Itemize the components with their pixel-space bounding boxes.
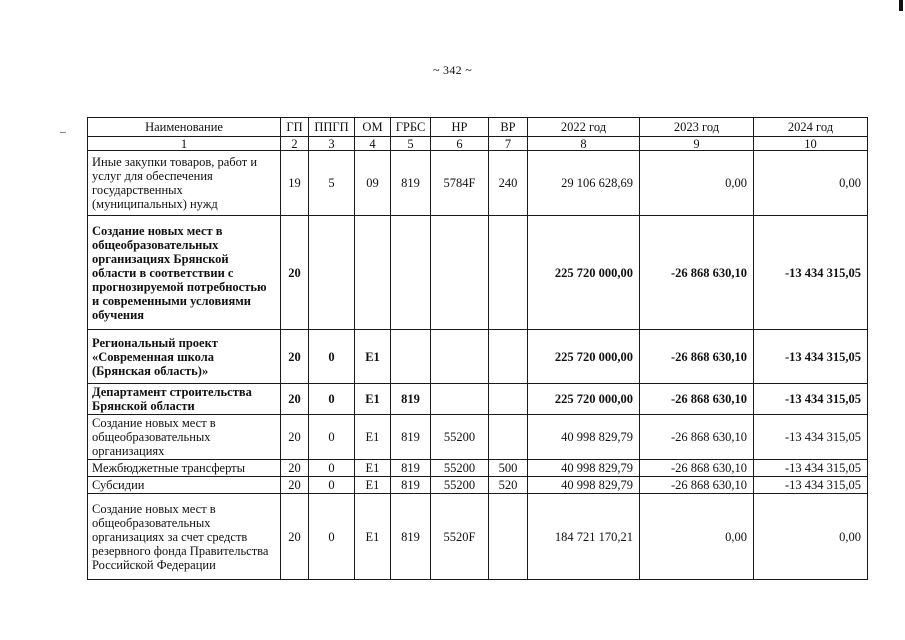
table-row [88,330,868,384]
margin-mark [60,132,66,133]
cell-2022: 184 721 170,21 [528,494,640,580]
cell-gp: 20 [281,330,309,384]
column-number: 2 [281,137,309,151]
cell-2022: 29 106 628,69 [528,151,640,216]
cell-vr [489,494,528,580]
cell-om: E1 [355,384,391,415]
cell-ppgp: 0 [309,494,355,580]
cell-nr: 5520F [431,494,489,580]
column-number: 9 [640,137,754,151]
row-name: Региональный проект «Современная школа (Брянская область)» [88,330,281,384]
column-number: 10 [754,137,868,151]
cell-nr: 55200 [431,477,489,494]
cell-grbs: 819 [391,415,431,460]
column-number: 6 [431,137,489,151]
table-row [88,384,868,415]
cell-om: E1 [355,330,391,384]
cell-gp: 20 [281,415,309,460]
cell-vr: 500 [489,460,528,477]
cell-grbs: 819 [391,384,431,415]
header-cell: 2022 год [528,118,640,137]
cell-ppgp: 0 [309,460,355,477]
cell-gp: 20 [281,460,309,477]
cell-gp: 20 [281,477,309,494]
cell-ppgp: 0 [309,415,355,460]
cell-grbs [391,330,431,384]
cell-2023: -26 868 630,10 [640,384,754,415]
cell-2022: 40 998 829,79 [528,477,640,494]
budget-table [87,117,868,580]
table-row [88,415,868,460]
cell-vr [489,216,528,330]
cell-vr [489,330,528,384]
column-number: 7 [489,137,528,151]
cell-ppgp: 0 [309,477,355,494]
cell-2023: 0,00 [640,494,754,580]
cell-nr [431,384,489,415]
cell-ppgp: 0 [309,330,355,384]
row-name: Создание новых мест в общеобразовательных организациях Брянской области в соответствии с прогнозируемой потребностью и современными условиями обучения [88,216,281,330]
cell-om [355,216,391,330]
row-name: Департамент строительства Брянской области [88,384,281,415]
cell-vr [489,384,528,415]
cell-om: E1 [355,415,391,460]
cell-2022: 225 720 000,00 [528,384,640,415]
cell-om: E1 [355,477,391,494]
cell-2024: -13 434 315,05 [754,384,868,415]
corner-mark [899,0,903,11]
cell-ppgp [309,216,355,330]
header-cell: Наименование [88,118,281,137]
cell-gp: 20 [281,216,309,330]
cell-ppgp: 5 [309,151,355,216]
row-name: Межбюджетные трансферты [88,460,281,477]
cell-2024: -13 434 315,05 [754,216,868,330]
header-cell: ОМ [355,118,391,137]
cell-2024: -13 434 315,05 [754,460,868,477]
header-cell: 2023 год [640,118,754,137]
header-cell: 2024 год [754,118,868,137]
cell-ppgp: 0 [309,384,355,415]
cell-nr: 55200 [431,460,489,477]
cell-2024: -13 434 315,05 [754,330,868,384]
table-row [88,477,868,494]
cell-grbs: 819 [391,477,431,494]
table-row [88,460,868,477]
cell-vr: 520 [489,477,528,494]
row-name: Создание новых мест в общеобразовательных организациях [88,415,281,460]
column-number-row [88,137,868,151]
header-cell: ГРБС [391,118,431,137]
cell-nr: 55200 [431,415,489,460]
cell-grbs: 819 [391,460,431,477]
cell-2023: -26 868 630,10 [640,330,754,384]
cell-2024: -13 434 315,05 [754,415,868,460]
cell-2023: 0,00 [640,151,754,216]
header-cell: ВР [489,118,528,137]
header-row [88,118,868,137]
column-number: 5 [391,137,431,151]
cell-2023: -26 868 630,10 [640,415,754,460]
table-row [88,494,868,580]
header-cell: НР [431,118,489,137]
row-name: Иные закупки товаров, работ и услуг для обеспечения государственных (муниципальных) нужд [88,151,281,216]
cell-om: E1 [355,494,391,580]
header-cell: ГП [281,118,309,137]
row-name: Создание новых мест в общеобразовательных организациях за счет средств резервного фонда Правительства Российской Федерации [88,494,281,580]
cell-2024: 0,00 [754,494,868,580]
cell-om: E1 [355,460,391,477]
cell-gp: 20 [281,494,309,580]
cell-nr: 5784F [431,151,489,216]
cell-nr [431,216,489,330]
table-row [88,151,868,216]
cell-2022: 225 720 000,00 [528,330,640,384]
column-number: 3 [309,137,355,151]
table-row [88,216,868,330]
cell-gp: 19 [281,151,309,216]
cell-nr [431,330,489,384]
cell-2022: 40 998 829,79 [528,415,640,460]
page-number: ~ 342 ~ [432,63,473,77]
column-number: 1 [88,137,281,151]
column-number: 4 [355,137,391,151]
cell-2022: 225 720 000,00 [528,216,640,330]
cell-grbs [391,216,431,330]
cell-gp: 20 [281,384,309,415]
cell-2022: 40 998 829,79 [528,460,640,477]
row-name: Субсидии [88,477,281,494]
cell-2023: -26 868 630,10 [640,216,754,330]
header-cell: ППГП [309,118,355,137]
cell-2023: -26 868 630,10 [640,477,754,494]
cell-2023: -26 868 630,10 [640,460,754,477]
cell-vr [489,415,528,460]
cell-2024: -13 434 315,05 [754,477,868,494]
column-number: 8 [528,137,640,151]
cell-om: 09 [355,151,391,216]
cell-vr: 240 [489,151,528,216]
cell-2024: 0,00 [754,151,868,216]
cell-grbs: 819 [391,494,431,580]
cell-grbs: 819 [391,151,431,216]
